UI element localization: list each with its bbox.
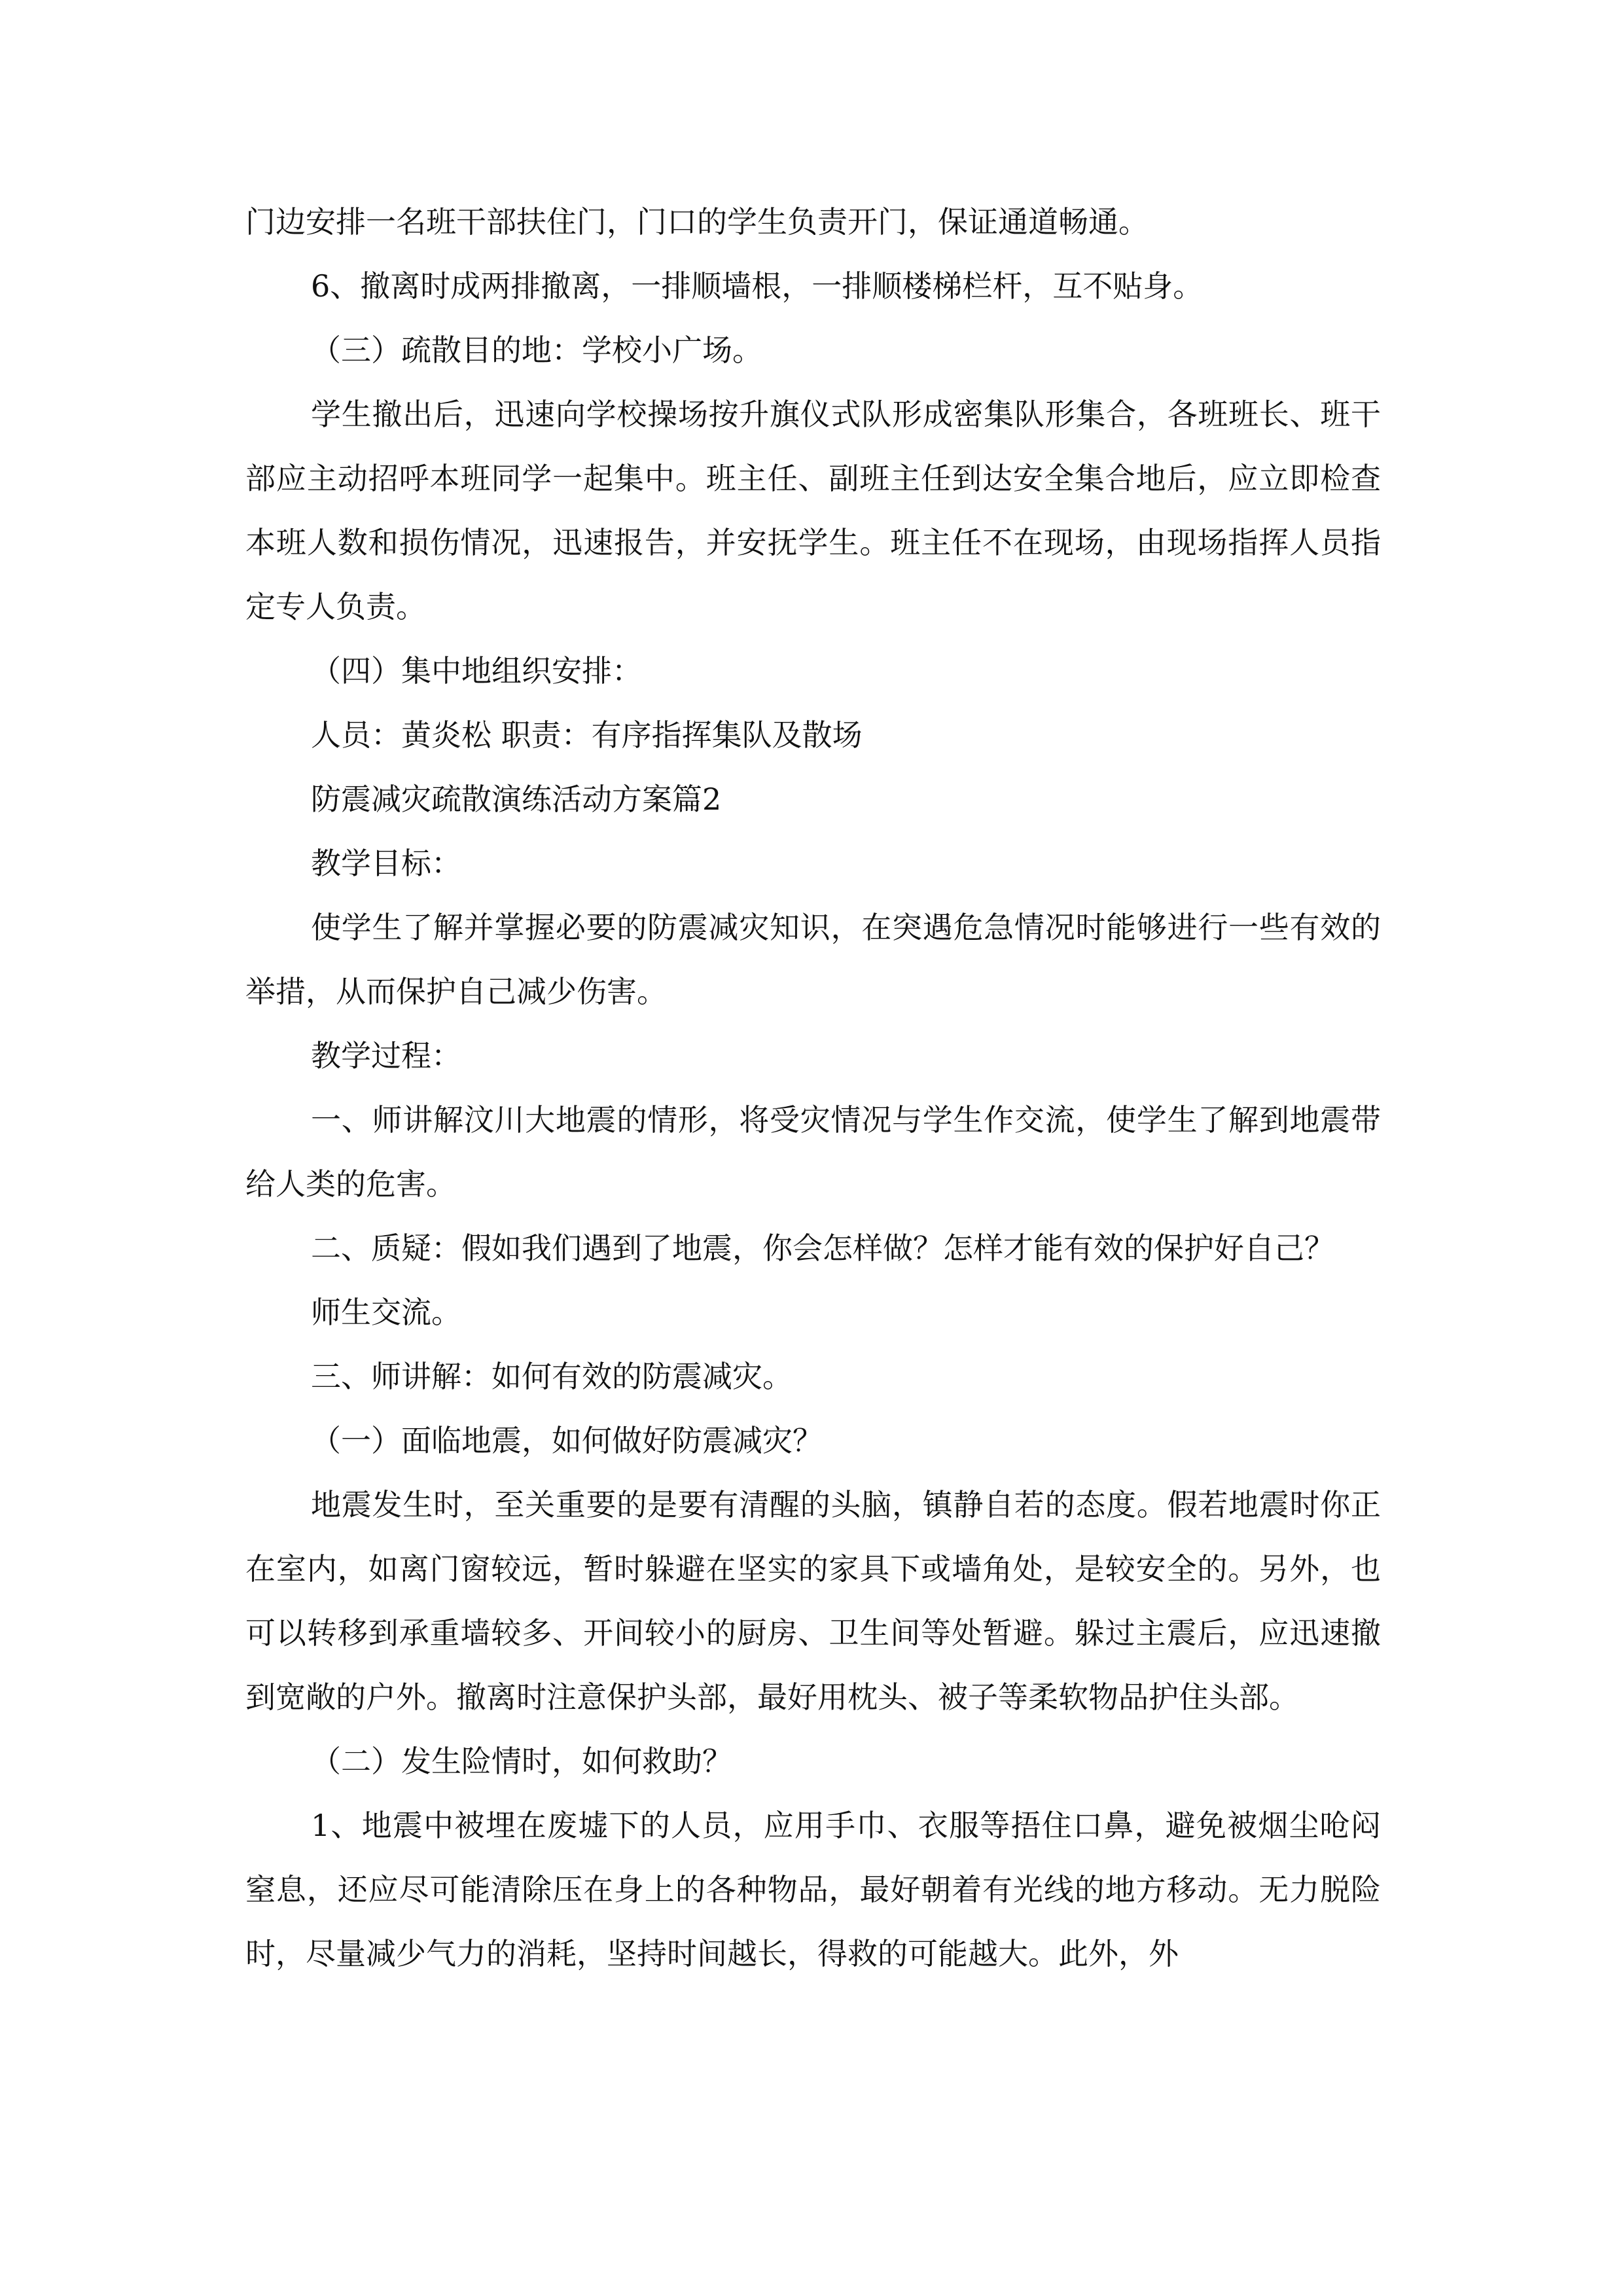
paragraph: 人员：黄炎松 职责：有序指挥集队及散场 <box>311 717 863 753</box>
paragraph: 学生撤出后，迅速向学校操场按升旗仪式队形成密集队形集合，各班班长、班干部应主动招呼本班同学一起集中。班主任、副班主任到达安全集合地后，应立即检查本班人数和损伤情况，迅速报告，并安抚学生。班主任不在现场，由现场指挥人员指定专人负责。 <box>245 397 1381 624</box>
section-heading: （四）集中地组织安排： <box>311 653 642 689</box>
section-heading: 教学过程： <box>311 1038 461 1073</box>
paragraph: 1、地震中被埋在废墟下的人员，应用手巾、衣服等捂住口鼻，避免被烟尘呛闷窒息，还应尽可能清除压在身上的各种物品，最好朝着有光线的地方移动。无力脱险时，尽量减少气力的消耗，坚持时间越长，得救的可能越大。此外，外 <box>245 1808 1381 1971</box>
paragraph: 三、师讲解：如何有效的防震减灾。 <box>311 1359 793 1394</box>
paragraph: 一、师讲解汶川大地震的情形，将受灾情况与学生作交流，使学生了解到地震带给人类的危害。 <box>245 1102 1381 1202</box>
paragraph: 二、质疑：假如我们遇到了地震，你会怎样做？怎样才能有效的保护好自己？ <box>311 1230 1334 1266</box>
section-heading: （二）发生险情时，如何救助？ <box>311 1744 732 1779</box>
paragraph: 地震发生时，至关重要的是要有清醒的头脑，镇静自若的态度。假若地震时你正在室内，如离门窗较远，暂时躲避在坚实的家具下或墙角处，是较安全的。另外，也可以转移到承重墙较多、开间较小的厨房、卫生间等处暂避。躲过主震后，应迅速撤到宽敞的户外。撤离时注意保护头部，最好用枕头、被子等柔软物品护住头部。 <box>245 1487 1381 1715</box>
section-heading: （一）面临地震，如何做好防震减灾？ <box>311 1423 823 1458</box>
section-heading: （三）疏散目的地：学校小广场。 <box>311 332 762 368</box>
paragraph: 使学生了解并掌握必要的防震减灾知识，在突遇危急情况时能够进行一些有效的举措，从而保护自己减少伤害。 <box>245 910 1381 1009</box>
section-heading: 教学目标： <box>311 846 461 881</box>
document-body <box>245 190 1381 1986</box>
paragraph: 6、撤离时成两排撤离，一排顺墙根，一排顺楼梯栏杆，互不贴身。 <box>311 268 1204 304</box>
paragraph: 门边安排一名班干部扶住门，门口的学生负责开门，保证通道畅通。 <box>245 204 1149 240</box>
paragraph: 师生交流。 <box>311 1295 461 1330</box>
article-title: 防震减灾疏散演练活动方案篇2 <box>311 781 722 817</box>
